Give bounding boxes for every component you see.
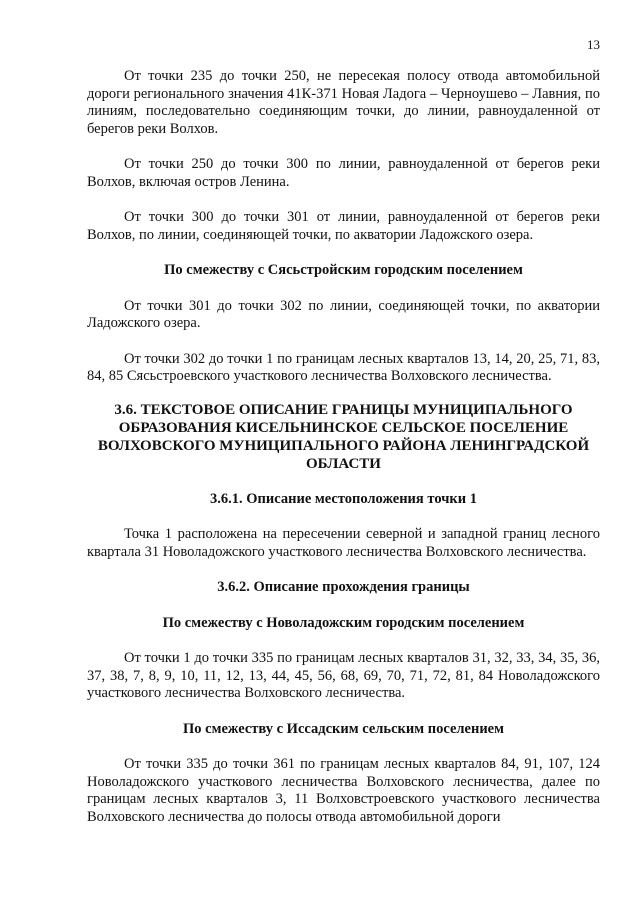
heading-novaya-ladoga-border: По смежеству с Новоладожским городским поселением [162, 614, 525, 631]
heading-3-6-2: 3.6.2. Описание прохождения границы [217, 579, 470, 595]
paragraph-301-302: От точки 301 до точки 302 по линии, соединяющей точки, по акватории Ладожского озера. [87, 297, 600, 331]
paragraph-1-335: От точки 1 до точки 335 по границам лесных кварталов 31, 32, 33, 34, 35, 36, 37, 38, 7, 8, 9, 10, 11, 12, 13, 44, 45, 56, 68, 69, 70, 71, 72, 81, 84 Новоладожского участкового лесничества Волховского лесничества. [87, 650, 600, 701]
section-title-3-6: 3.6. ТЕКСТОВОЕ ОПИСАНИЕ ГРАНИЦЫ МУНИЦИПАЛЬНОГО ОБРАЗОВАНИЯ КИСЕЛЬНИНСКОЕ СЕЛЬСКОЕ ПОСЕЛЕНИЕ ВОЛХОВСКОГО МУНИЦИПАЛЬНОГО РАЙОНА ЛЕНИНГРАДСКОЙ ОБЛАСТИ [97, 401, 590, 472]
paragraph-335-361: От точки 335 до точки 361 по границам лесных кварталов 84, 91, 107, 124 Новоладожского участкового лесничества Волховского лесничества, далее по границам лесных кварталов 3, 11 Волховстроевского участкового лесничества Волховского лесничества до полосы отвода автомобильной дороги [87, 756, 600, 825]
page-number: 13 [587, 37, 600, 52]
document-body [87, 68, 600, 826]
paragraph-302-1: От точки 302 до точки 1 по границам лесных кварталов 13, 14, 20, 25, 71, 83, 84, 85 Сясьстроевского участкового лесничества Волховского лесничества. [87, 350, 600, 384]
paragraph-250-300: От точки 250 до точки 300 по линии, равноудаленной от берегов реки Волхов, включая остров Ленина. [87, 156, 600, 190]
paragraph-point-1: Точка 1 расположена на пересечении северной и западной границ лесного квартала 31 Новоладожского участкового лесничества Волховского лесничества. [87, 526, 600, 560]
heading-3-6-1: 3.6.1. Описание местоположения точки 1 [210, 490, 477, 507]
paragraph-235-250: От точки 235 до точки 250, не пересекая полосу отвода автомобильной дороги регионального значения 41К-371 Новая Ладога – Черноушево – Лавния, по линиям, последовательно соединяющим точки, до линии, равноудаленной от берегов реки Волхов. [87, 68, 600, 137]
heading-issad-border: По смежеству с Иссадским сельским поселением [183, 720, 504, 737]
paragraph-300-301: От точки 300 до точки 301 от линии, равноудаленной от берегов реки Волхов, по линии, соединяющей точки, по акватории Ладожского озера. [87, 209, 600, 243]
heading-syasstroy-border: По смежеству с Сясьстройским городским поселением [164, 262, 523, 278]
